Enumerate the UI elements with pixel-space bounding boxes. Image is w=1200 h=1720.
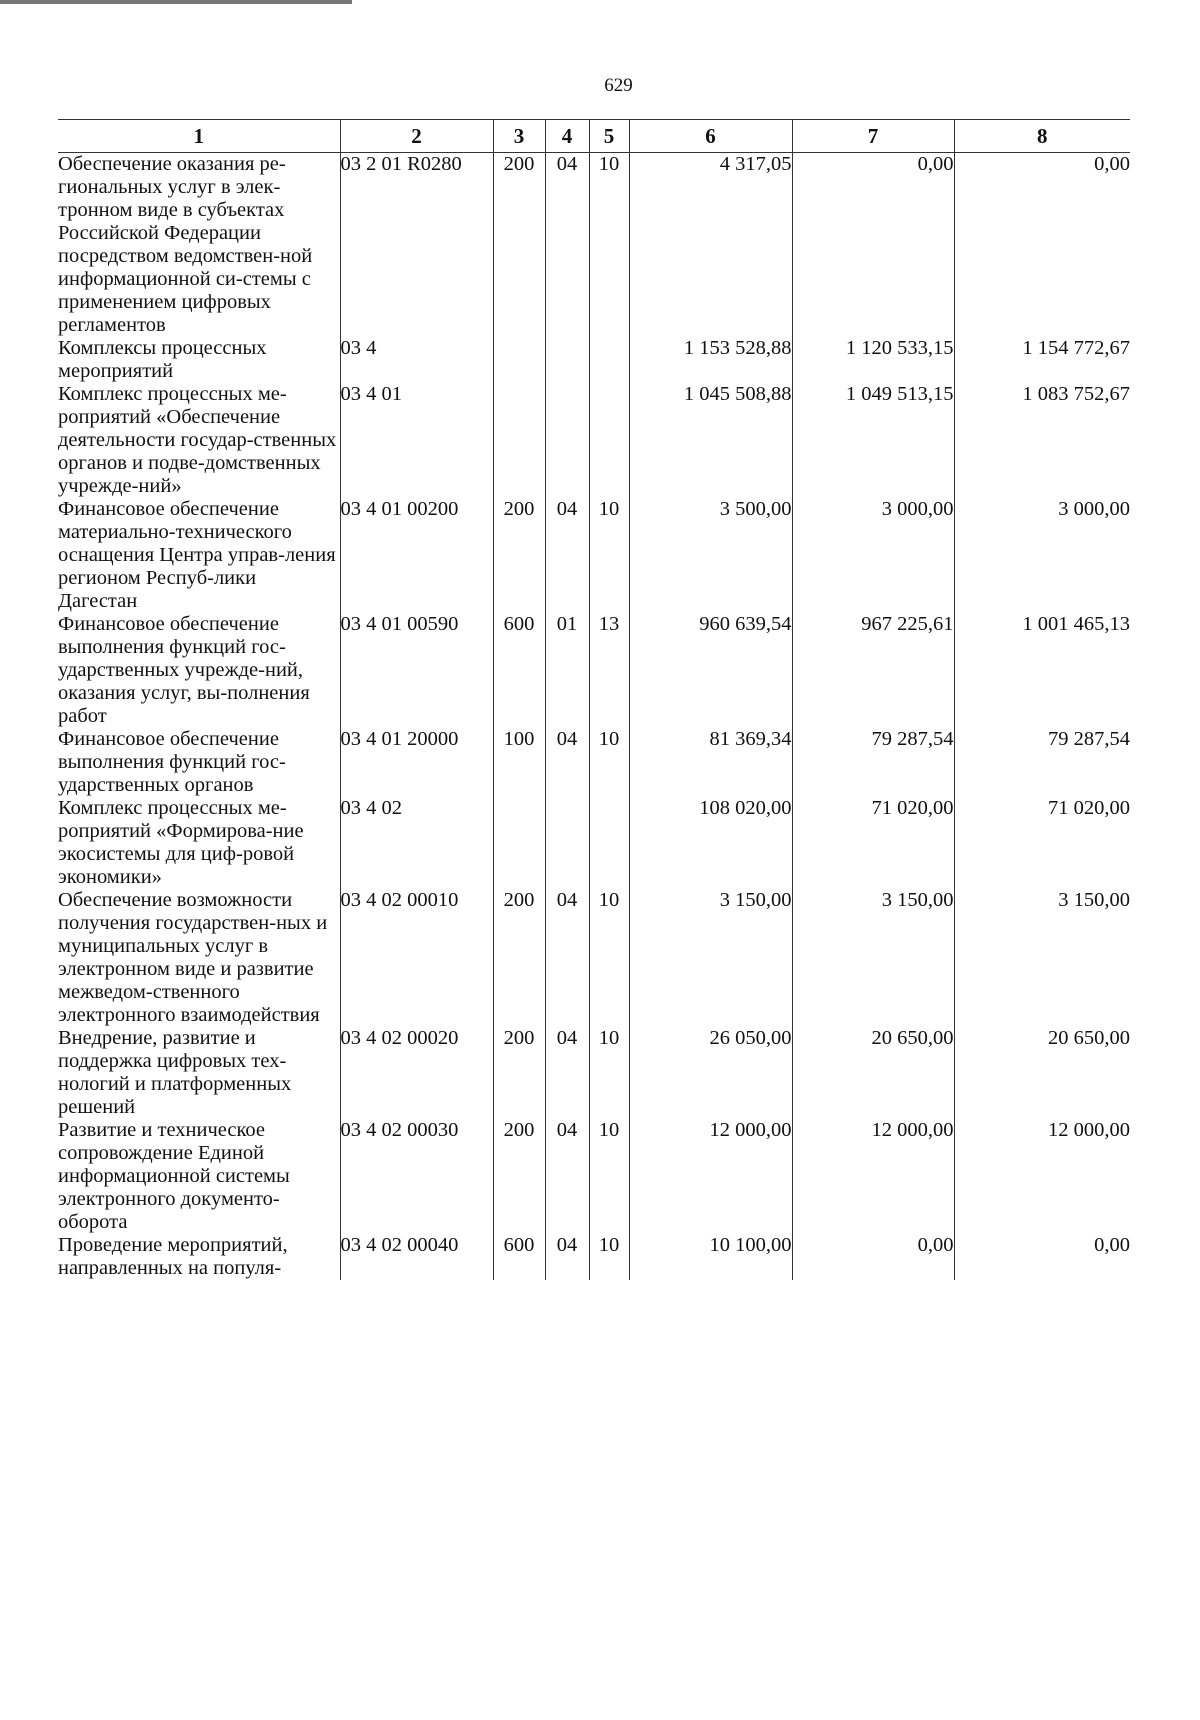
row-code: 03 4 02 00040 [340,1234,493,1280]
row-v7: 0,00 [792,1234,954,1280]
row-c4: 04 [545,728,589,797]
row-v8: 1 001 465,13 [954,613,1130,728]
row-c5: 10 [589,889,629,1027]
row-c4 [545,797,589,889]
table-row [58,1234,1130,1280]
row-code: 03 4 02 00020 [340,1027,493,1119]
row-name: Комплекс процессных ме-роприятий «Обеспечение деятельности государ-ственных органов и подве-домственных учрежде-ний» [58,383,340,498]
row-c5: 10 [589,153,629,338]
column-header: 1 [58,120,340,153]
row-c4: 04 [545,889,589,1027]
row-c3: 200 [493,153,545,338]
row-c5: 10 [589,498,629,613]
table-row [58,498,1130,613]
row-code: 03 4 02 [340,797,493,889]
row-c4: 04 [545,498,589,613]
row-v7: 3 150,00 [792,889,954,1027]
row-c3: 200 [493,1027,545,1119]
table-row [58,153,1130,338]
table-row [58,1027,1130,1119]
column-header: 5 [589,120,629,153]
column-header: 8 [954,120,1130,153]
row-code: 03 4 01 00590 [340,613,493,728]
column-header: 7 [792,120,954,153]
row-c3: 200 [493,498,545,613]
row-name: Обеспечение возможности получения государствен-ных и муниципальных услуг в электронном виде и развитие межведом-ственного электронного взаимодействия [58,889,340,1027]
row-c4: 04 [545,153,589,338]
row-c5 [589,383,629,498]
row-v8: 79 287,54 [954,728,1130,797]
row-name: Развитие и техническое сопровождение Единой информационной системы электронного документо-оборота [58,1119,340,1234]
row-v7: 71 020,00 [792,797,954,889]
column-header: 6 [629,120,792,153]
row-name: Комплекс процессных ме-роприятий «Формирова-ние экосистемы для циф-ровой экономики» [58,797,340,889]
row-code: 03 2 01 R0280 [340,153,493,338]
row-code: 03 4 01 00200 [340,498,493,613]
row-v8: 3 150,00 [954,889,1130,1027]
row-name: Комплексы процессных мероприятий [58,337,340,383]
row-c5 [589,797,629,889]
budget-table [58,119,1130,1280]
row-v6: 12 000,00 [629,1119,792,1234]
row-v6: 1 153 528,88 [629,337,792,383]
row-name: Внедрение, развитие и поддержка цифровых тех-нологий и платформенных решений [58,1027,340,1119]
row-c4 [545,383,589,498]
row-v8: 3 000,00 [954,498,1130,613]
table-row [58,889,1130,1027]
row-name: Обеспечение оказания ре-гиональных услуг в элек-тронном виде в субъектах Российской Федерации посредством ведомствен-ной информационной си-стемы с применением цифровых регламентов [58,153,340,338]
row-v6: 3 150,00 [629,889,792,1027]
row-v6: 26 050,00 [629,1027,792,1119]
row-c5: 10 [589,1027,629,1119]
row-v8: 71 020,00 [954,797,1130,889]
row-c3: 200 [493,1119,545,1234]
row-c5: 10 [589,1234,629,1280]
row-v6: 960 639,54 [629,613,792,728]
row-c5 [589,337,629,383]
row-c5: 10 [589,1119,629,1234]
row-name: Финансовое обеспечение выполнения функций гос-ударственных учрежде-ний, оказания услуг, вы-полнения работ [58,613,340,728]
row-v6: 81 369,34 [629,728,792,797]
row-v7: 3 000,00 [792,498,954,613]
row-c4: 04 [545,1027,589,1119]
page-number: 629 [604,75,633,96]
top-scan-line [0,0,352,4]
row-name: Финансовое обеспечение выполнения функций гос-ударственных органов [58,728,340,797]
row-v6: 108 020,00 [629,797,792,889]
row-v8: 1 154 772,67 [954,337,1130,383]
row-code: 03 4 02 00010 [340,889,493,1027]
row-code: 03 4 [340,337,493,383]
row-v8: 12 000,00 [954,1119,1130,1234]
row-c5: 13 [589,613,629,728]
row-v7: 1 049 513,15 [792,383,954,498]
table-row [58,383,1130,498]
row-c3: 600 [493,613,545,728]
row-v7: 79 287,54 [792,728,954,797]
table-row [58,728,1130,797]
row-v7: 1 120 533,15 [792,337,954,383]
row-code: 03 4 01 20000 [340,728,493,797]
row-c3: 200 [493,889,545,1027]
row-v8: 0,00 [954,153,1130,338]
row-v7: 967 225,61 [792,613,954,728]
row-c4: 04 [545,1119,589,1234]
row-c4: 04 [545,1234,589,1280]
row-c3 [493,383,545,498]
table-row [58,797,1130,889]
row-v7: 12 000,00 [792,1119,954,1234]
row-code: 03 4 01 [340,383,493,498]
row-name: Финансовое обеспечение материально-технического оснащения Центра управ-ления регионом Респуб-лики Дагестан [58,498,340,613]
row-v8: 1 083 752,67 [954,383,1130,498]
row-v7: 0,00 [792,153,954,338]
table-row [58,1119,1130,1234]
header-row [58,120,1130,153]
column-header: 4 [545,120,589,153]
row-v6: 1 045 508,88 [629,383,792,498]
column-header: 3 [493,120,545,153]
row-c5: 10 [589,728,629,797]
row-c4 [545,337,589,383]
row-c3: 600 [493,1234,545,1280]
row-name: Проведение мероприятий, направленных на популя- [58,1234,340,1280]
row-code: 03 4 02 00030 [340,1119,493,1234]
row-c4: 01 [545,613,589,728]
row-v8: 0,00 [954,1234,1130,1280]
table-row [58,337,1130,383]
row-v6: 3 500,00 [629,498,792,613]
row-c3 [493,337,545,383]
column-header: 2 [340,120,493,153]
row-v6: 4 317,05 [629,153,792,338]
row-c3 [493,797,545,889]
table-row [58,613,1130,728]
row-v8: 20 650,00 [954,1027,1130,1119]
row-v7: 20 650,00 [792,1027,954,1119]
row-v6: 10 100,00 [629,1234,792,1280]
row-c3: 100 [493,728,545,797]
